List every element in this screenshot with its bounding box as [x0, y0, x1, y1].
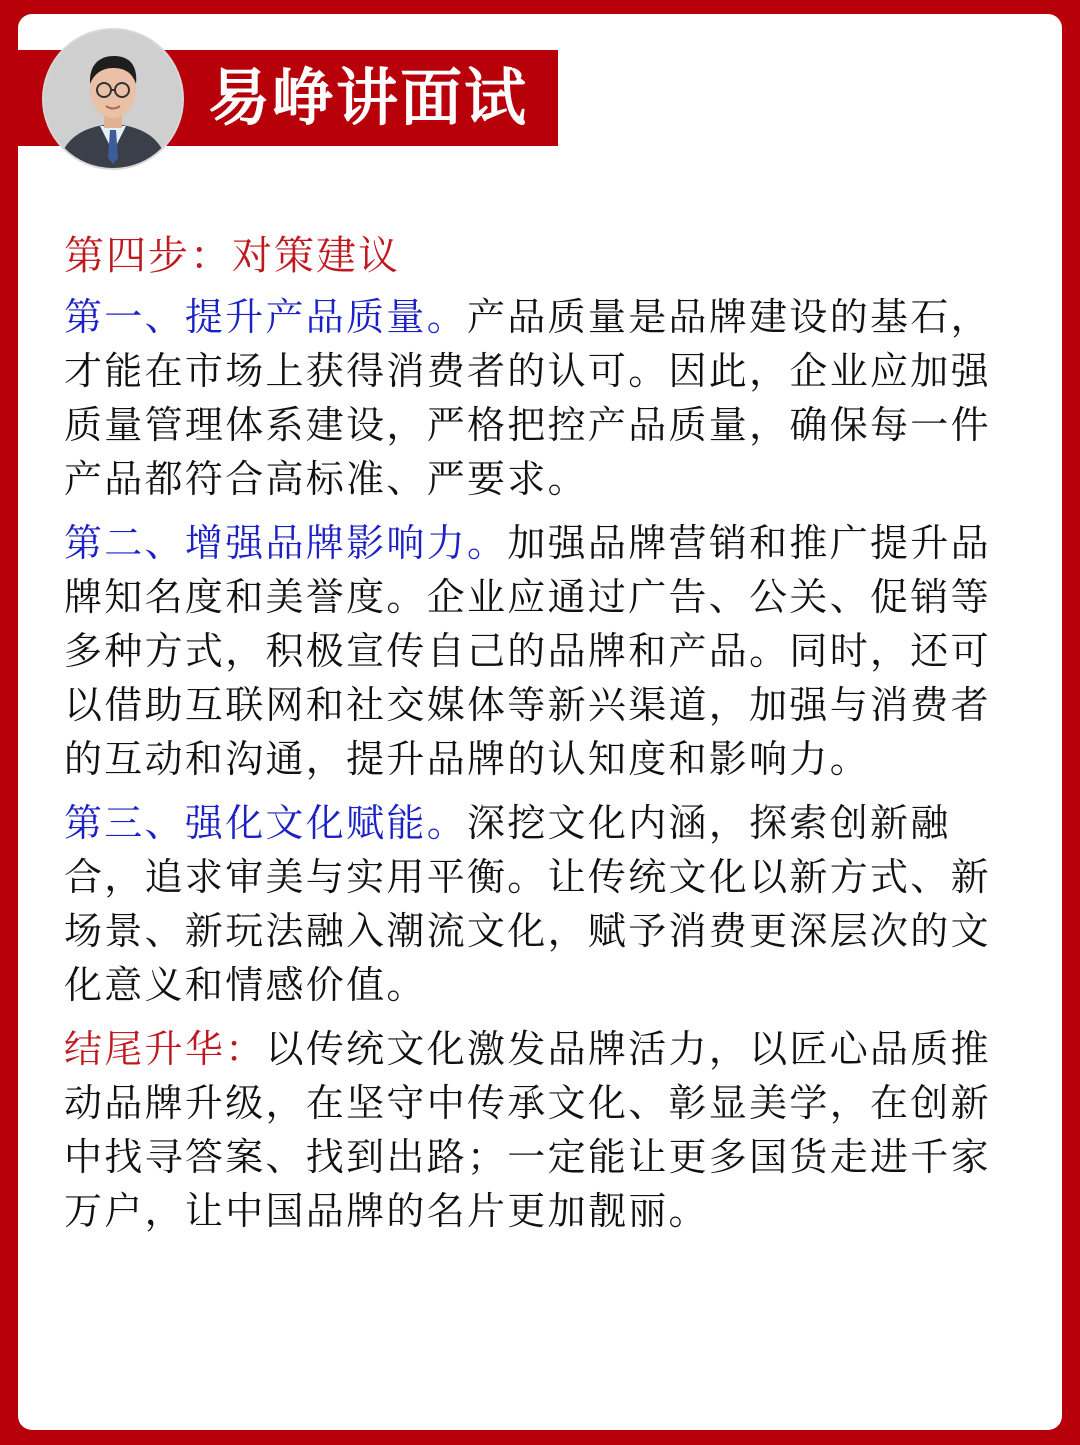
paragraph-body: 加强品牌营销和推广提升品牌知名度和美誉度。企业应通过广告、公关、促销等多种方式，积极宣传自己的品牌和产品。同时，还可以借助互联网和社交媒体等新兴渠道，加强与消费者的互动和沟通，提升品牌的认知度和影响力。 — [64, 521, 991, 781]
person-portrait-icon — [44, 30, 182, 168]
paragraph-lead: 结尾升华： — [64, 1027, 266, 1071]
section-heading: 第四步：对策建议 — [64, 233, 400, 279]
paragraph-body: 产品质量是品牌建设的基石，才能在市场上获得消费者的认可。因此，企业应加强质量管理体系建设，严格把控产品质量，确保每一件产品都符合高标准、严要求。 — [64, 295, 991, 501]
paragraph-cultural-empowerment — [64, 796, 1012, 1012]
paragraph-brand-influence — [64, 516, 1012, 786]
paragraph-lead: 第一、提升产品质量。 — [64, 295, 468, 339]
paragraph-body: 以传统文化激发品牌活力，以匠心品质推动品牌升级，在坚守中传承文化、彰显美学，在创新中找寻答案、找到出路；一定能让更多国货走进千家万户，让中国品牌的名片更加靓丽。 — [64, 1027, 991, 1233]
paragraph-product-quality — [64, 290, 1012, 506]
paragraph-conclusion — [64, 1022, 1012, 1238]
page-title: 易峥讲面试 — [208, 61, 529, 134]
avatar — [44, 30, 182, 168]
paragraph-lead: 第二、增强品牌影响力。 — [64, 521, 508, 565]
article-body — [64, 226, 1012, 1248]
paragraph-lead: 第三、强化文化赋能。 — [64, 801, 468, 845]
paragraph-body: 深挖文化内涵，探索创新融合，追求审美与实用平衡。让传统文化以新方式、新场景、新玩法融入潮流文化，赋予消费更深层次的文化意义和情感价值。 — [64, 801, 991, 1007]
